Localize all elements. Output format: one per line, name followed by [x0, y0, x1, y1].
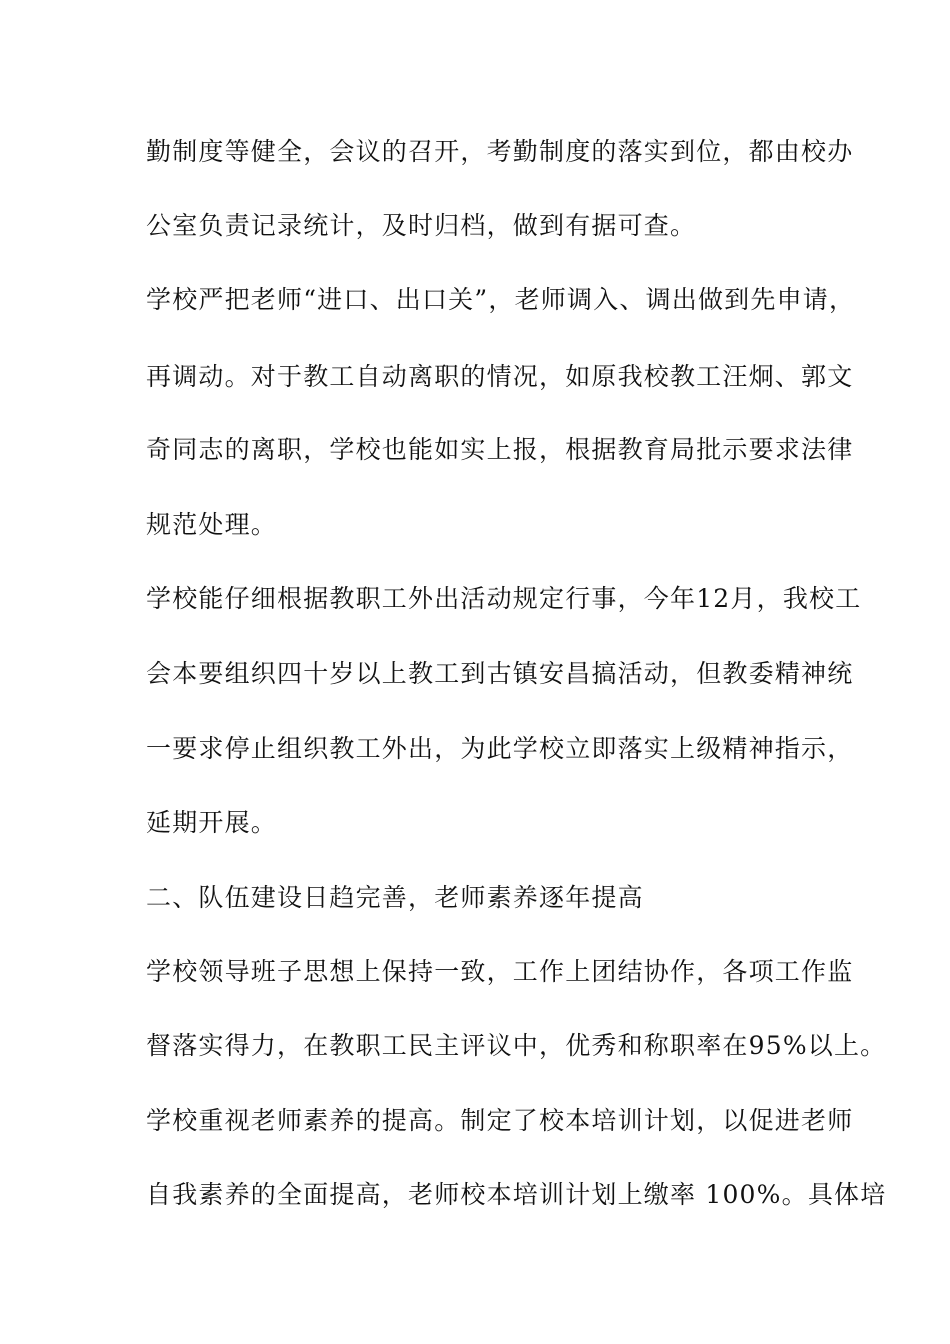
text-line: 学校能仔细根据教职工外出活动规定行事，今年12月，我校工	[146, 584, 862, 613]
text-line: 督落实得力，在教职工民主评议中，优秀和称职率在95%以上。	[146, 1031, 887, 1060]
text-line: 学校严把老师“进口、出口关”，老师调入、调出做到先申请，	[146, 285, 856, 314]
text-line: 勤制度等健全，会议的召开，考勤制度的落实到位，都由校办	[146, 137, 854, 166]
text-line: 自我素养的全面提高，老师校本培训计划上缴率 100%。具体培	[146, 1180, 887, 1209]
text-line: 学校领导班子思想上保持一致，工作上团结协作，各项工作监	[146, 957, 854, 986]
text-line: 一要求停止组织教工外出，为此学校立即落实上级精神指示，	[146, 734, 854, 763]
text-line: 公室负责记录统计，及时归档，做到有据可查。	[146, 211, 697, 240]
text-line: 学校重视老师素养的提高。制定了校本培训计划，以促进老师	[146, 1106, 854, 1135]
text-line: 会本要组织四十岁以上教工到古镇安昌搞活动，但教委精神统	[146, 659, 854, 688]
text-line: 奇同志的离职，学校也能如实上报，根据教育局批示要求法律	[146, 435, 854, 464]
section-heading: 二、队伍建设日趋完善，老师素养逐年提高	[146, 883, 644, 912]
text-line: 再调动。对于教工自动离职的情况，如原我校教工汪炯、郭文	[146, 362, 854, 391]
text-line: 延期开展。	[146, 808, 278, 837]
text-line: 规范处理。	[146, 510, 278, 539]
